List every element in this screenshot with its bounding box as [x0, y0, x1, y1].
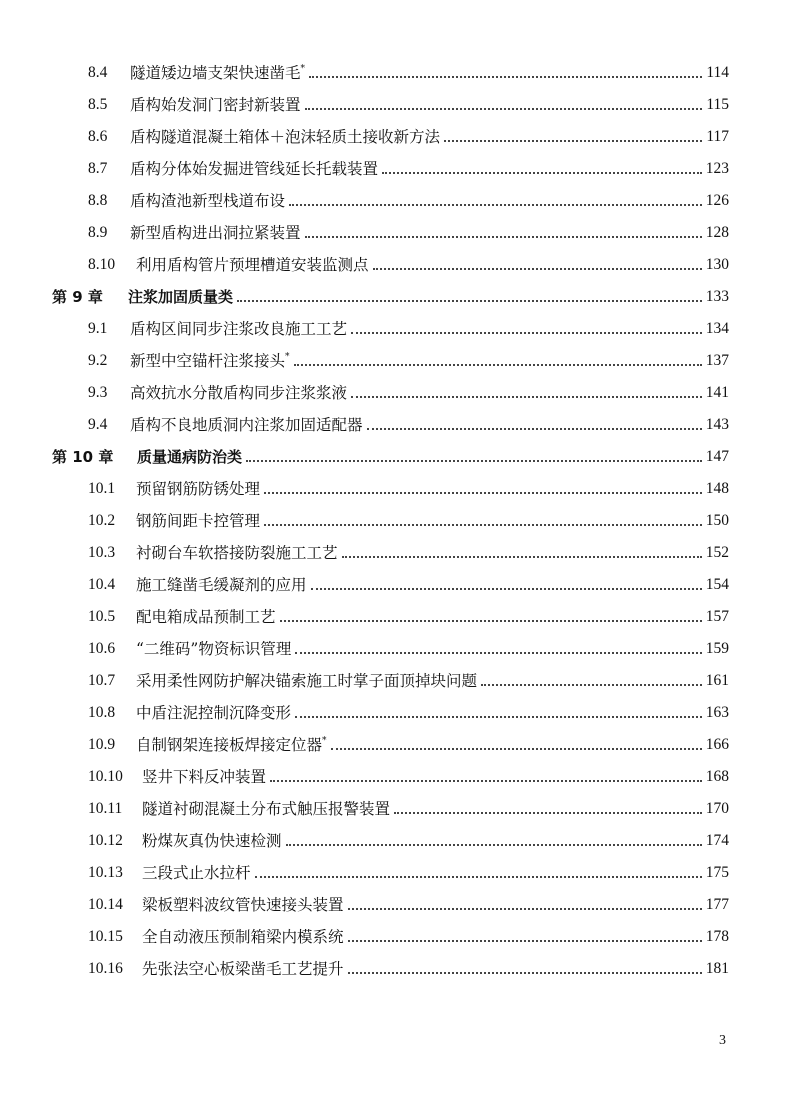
toc-chapter-entry — [52, 438, 729, 470]
dot-leader — [348, 970, 702, 974]
entry-page-number: 157 — [705, 608, 729, 625]
entry-number: 10.5 — [88, 608, 116, 625]
entry-number: 9.3 — [88, 384, 108, 401]
toc-section-entry — [52, 662, 729, 694]
entry-page-number: 154 — [705, 576, 729, 593]
entry-page-number: 163 — [705, 704, 729, 721]
entry-number: 9.4 — [88, 416, 108, 433]
entry-page-number: 123 — [705, 160, 729, 177]
entry-number: 8.5 — [88, 96, 108, 113]
entry-page-number: 178 — [705, 928, 729, 945]
dot-leader — [373, 266, 702, 270]
dot-leader — [264, 522, 702, 526]
entry-title-text: 新型盾构进出洞拉紧装置 — [130, 224, 301, 242]
entry-page-number: 181 — [705, 960, 729, 977]
entry-title-text: 注浆加固质量类 — [128, 288, 234, 306]
toc-section-entry — [52, 150, 729, 182]
dot-leader — [351, 394, 702, 398]
entry-title — [130, 383, 347, 403]
entry-page-number: 161 — [705, 672, 729, 689]
dot-leader — [305, 234, 702, 238]
entry-number: 10.11 — [88, 800, 123, 817]
entry-title-text: 新型中空锚杆注浆接头 — [130, 352, 286, 370]
entry-number: 第 9 章 — [52, 288, 103, 306]
entry-title-text: 预留钢筋防锈处理 — [136, 480, 261, 498]
entry-number: 10.9 — [88, 736, 116, 753]
toc-section-entry — [52, 54, 729, 86]
toc-section-entry — [52, 886, 729, 918]
entry-title-text: 利用盾构管片预埋槽道安装监测点 — [136, 256, 369, 274]
toc-section-entry — [52, 950, 729, 982]
entry-number: 10.3 — [88, 544, 116, 561]
entry-number: 10.6 — [88, 640, 116, 657]
entry-title — [136, 607, 276, 627]
entry-page-number: 170 — [705, 800, 729, 817]
entry-page-number: 175 — [705, 864, 729, 881]
toc-section-entry — [52, 566, 729, 598]
toc-section-entry — [52, 374, 729, 406]
entry-page-number: 128 — [705, 224, 729, 241]
entry-number: 10.7 — [88, 672, 116, 689]
dot-leader — [342, 554, 702, 558]
entry-title-text: 盾构隧道混凝土箱体＋泡沫轻质土接收新方法 — [130, 128, 441, 146]
entry-title — [130, 159, 378, 179]
dot-leader — [331, 746, 702, 750]
dot-leader — [255, 874, 702, 878]
toc-chapter-entry — [52, 278, 729, 310]
entry-title — [130, 127, 440, 147]
dot-leader — [295, 650, 701, 654]
toc-section-entry — [52, 86, 729, 118]
entry-title-text: 粉煤灰真伪快速检测 — [142, 832, 282, 850]
entry-title-text: 高效抗水分散盾构同步注浆浆液 — [130, 384, 348, 402]
entry-title — [136, 255, 369, 275]
entry-title-text: 全自动液压预制箱梁内模系统 — [142, 928, 344, 946]
dot-leader — [286, 842, 702, 846]
entry-page-number: 148 — [705, 480, 729, 497]
entry-page-number: 152 — [705, 544, 729, 561]
entry-number: 9.1 — [88, 320, 108, 337]
toc-section-entry — [52, 726, 729, 758]
entry-number: 10.2 — [88, 512, 116, 529]
dot-leader — [280, 618, 702, 622]
entry-title-text: 中盾注泥控制沉降变形 — [136, 704, 292, 722]
entry-title — [137, 447, 242, 467]
entry-number: 8.4 — [88, 64, 108, 81]
dot-leader — [394, 810, 702, 814]
entry-title-text: 盾构区间同步注浆改良施工工艺 — [130, 320, 348, 338]
entry-number: 8.6 — [88, 128, 108, 145]
toc-section-entry — [52, 630, 729, 662]
entry-title-text: 采用柔性网防护解决锚索施工时掌子面顶掉块问题 — [136, 672, 478, 690]
entry-page-number: 150 — [705, 512, 729, 529]
dot-leader — [351, 330, 702, 334]
toc-section-entry — [52, 310, 729, 342]
entry-page-number: 137 — [705, 352, 729, 369]
entry-number: 8.8 — [88, 192, 108, 209]
entry-title-text: 隧道衬砌混凝土分布式触压报警装置 — [142, 800, 391, 818]
dot-leader — [295, 714, 702, 718]
entry-title-text: 衬砌台车软搭接防裂施工工艺 — [136, 544, 338, 562]
entry-title-text: 隧道矮边墙支架快速凿毛 — [130, 64, 301, 82]
entry-title-text: 竖井下料反冲装置 — [142, 768, 267, 786]
entry-title — [142, 831, 282, 851]
entry-number: 8.7 — [88, 160, 108, 177]
entry-page-number: 141 — [705, 384, 729, 401]
entry-title — [136, 671, 477, 691]
dot-leader — [367, 426, 702, 430]
entry-title — [136, 703, 291, 723]
entry-number: 10.12 — [88, 832, 123, 849]
entry-number: 10.8 — [88, 704, 116, 721]
entry-page-number: 117 — [706, 128, 729, 145]
entry-page-number: 168 — [705, 768, 729, 785]
toc-section-entry — [52, 534, 729, 566]
entry-title — [136, 511, 260, 531]
entry-title-text: 先张法空心板梁凿毛工艺提升 — [142, 960, 344, 978]
dot-leader — [348, 938, 702, 942]
entry-number: 10.14 — [88, 896, 123, 913]
toc-section-entry — [52, 758, 729, 790]
toc-section-entry — [52, 182, 729, 214]
entry-title — [130, 95, 301, 115]
entry-title — [136, 731, 327, 755]
toc-section-entry — [52, 342, 729, 374]
dot-leader — [289, 202, 702, 206]
entry-mark: * — [285, 352, 290, 362]
entry-number: 第 10 章 — [52, 448, 114, 466]
toc-section-entry — [52, 918, 729, 950]
entry-title-text: 配电箱成品预制工艺 — [136, 608, 276, 626]
toc-section-entry — [52, 502, 729, 534]
entry-title-text: 盾构渣池新型栈道布设 — [130, 192, 286, 210]
entry-title-text: 施工缝凿毛缓凝剂的应用 — [136, 576, 307, 594]
entry-title-text: 三段式止水拉杆 — [142, 864, 251, 882]
entry-title — [142, 927, 344, 947]
dot-leader — [481, 682, 702, 686]
entry-page-number: 143 — [705, 416, 729, 433]
entry-page-number: 159 — [705, 640, 729, 657]
entry-title-text: 盾构始发洞门密封新装置 — [130, 96, 301, 114]
entry-number: 10.15 — [88, 928, 123, 945]
toc-section-entry — [52, 246, 729, 278]
dot-leader — [444, 138, 702, 142]
toc-section-entry — [52, 598, 729, 630]
entry-title — [136, 479, 260, 499]
entry-number: 10.1 — [88, 480, 116, 497]
entry-title — [130, 319, 347, 339]
entry-title-text: 盾构不良地质洞内注浆加固适配器 — [130, 416, 363, 434]
dot-leader — [294, 362, 702, 366]
entry-number: 8.10 — [88, 256, 116, 273]
entry-title-text: 盾构分体始发掘进管线延长托载装置 — [130, 160, 379, 178]
dot-leader — [305, 106, 703, 110]
table-of-contents — [52, 54, 729, 982]
toc-section-entry — [52, 214, 729, 246]
entry-number: 10.13 — [88, 864, 123, 881]
entry-mark: * — [300, 64, 306, 74]
entry-page-number: 177 — [705, 896, 729, 913]
dot-leader — [311, 586, 702, 590]
toc-section-entry — [52, 470, 729, 502]
toc-section-entry — [52, 694, 729, 726]
entry-number: 9.2 — [88, 352, 108, 369]
page-number: 3 — [719, 1033, 726, 1048]
entry-title — [128, 287, 233, 307]
entry-title-text: 梁板塑料波纹管快速接头装置 — [142, 896, 344, 914]
entry-title-text: 钢筋间距卡控管理 — [136, 512, 261, 530]
entry-page-number: 130 — [705, 256, 729, 273]
entry-title — [136, 575, 307, 595]
entry-number: 8.9 — [88, 224, 108, 241]
entry-title — [142, 767, 266, 787]
entry-title — [130, 223, 301, 243]
entry-title-text: 质量通病防治类 — [137, 448, 243, 466]
entry-page-number: 114 — [706, 64, 729, 81]
toc-section-entry — [52, 854, 729, 886]
entry-title — [136, 639, 291, 659]
toc-section-entry — [52, 790, 729, 822]
entry-title — [130, 191, 285, 211]
dot-leader — [309, 74, 702, 78]
dot-leader — [270, 778, 702, 782]
entry-title — [130, 415, 363, 435]
entry-title — [142, 799, 390, 819]
dot-leader — [348, 906, 702, 910]
toc-section-entry — [52, 406, 729, 438]
entry-title — [142, 895, 344, 915]
entry-page-number: 147 — [705, 448, 729, 465]
entry-title — [142, 959, 344, 979]
entry-page-number: 115 — [706, 96, 729, 113]
dot-leader — [264, 490, 702, 494]
entry-title-text: “二维码”物资标识管理 — [136, 640, 292, 658]
entry-title — [136, 543, 338, 563]
entry-page-number: 126 — [705, 192, 729, 209]
dot-leader — [237, 298, 702, 302]
entry-page-number: 174 — [705, 832, 729, 849]
entry-number: 10.10 — [88, 768, 123, 785]
entry-title-text: 自制钢架连接板焊接定位器 — [136, 736, 323, 754]
entry-page-number: 134 — [705, 320, 729, 337]
entry-number: 10.16 — [88, 960, 123, 977]
toc-section-entry — [52, 822, 729, 854]
entry-page-number: 166 — [705, 736, 729, 753]
entry-mark: * — [322, 736, 327, 746]
entry-title — [142, 863, 251, 883]
entry-title — [130, 347, 290, 371]
dot-leader — [382, 170, 702, 174]
entry-page-number: 133 — [705, 288, 729, 305]
entry-number: 10.4 — [88, 576, 116, 593]
toc-section-entry — [52, 118, 729, 150]
dot-leader — [246, 458, 702, 462]
entry-title — [130, 59, 305, 83]
